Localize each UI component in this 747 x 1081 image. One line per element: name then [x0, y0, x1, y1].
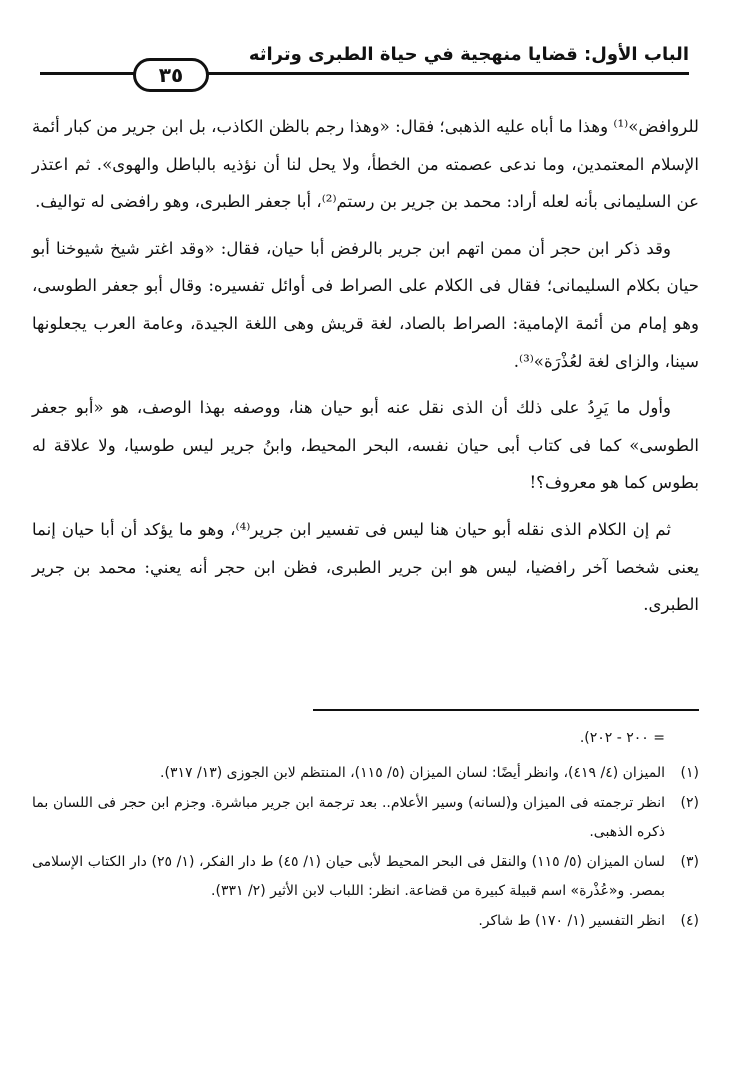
page-number-badge: ٣٥ [133, 58, 209, 92]
footnote-marker: (١) [680, 764, 699, 781]
footnote-item [32, 789, 699, 846]
footnote-text: انظر التفسير (١/ ١٧٠) ط شاكر. [478, 913, 665, 929]
footnote-marker: (٤) [680, 913, 699, 929]
footnote-item [32, 848, 699, 905]
footnote-item [32, 759, 699, 788]
paragraph: وأول ما يَرِدُ على ذلك أن الذى نقل عنه أبو حيان هنا، ووصفه بهذا الوصف، هو «أبو جعفر الطوسى» كما فى كتاب أبى حيان نفسه، البحر المحيط، وابنُ جرير ليس طوسيا، ولا علاقة له بطوس كما هو معروف؟! [32, 398, 699, 493]
footnote-text: لسان الميزان (٥/ ١١٥) والنقل فى البحر المحيط لأبى حيان (١/ ٤٥) ط دار الفكر، (١/ ٢٥) دار الكتاب الإسلامى بمصر. و«عُذْرة» اسم قبيلة كبيرة من قضاعة. انظر: اللباب لابن الأثير (٢/ ٣٣١). [32, 854, 665, 899]
main-text [32, 108, 699, 633]
footnote-marker: (٢) [680, 795, 699, 811]
footnote-text: انظر ترجمته فى الميزان و(لسانه) وسير الأعلام.. بعد ترجمة ابن جرير مباشرة. وجزم ابن حجر فى اللسان بما ذكره الذهبى. [32, 795, 665, 840]
footnote-item [32, 907, 699, 936]
paragraph: للروافض»⁽¹⁾ وهذا ما أباه عليه الذهبى؛ فقال: «وهذا رجم بالظن الكاذب، بل ابن جرير من كبار أئمة الإسلام المعتمدين، وما ندعى عصمته من الخطأ، ولا يحل لنا أن نؤذيه بالباطل والهوى». ثم اعتذر عن السليمانى بأنه لعله أراد: محمد بن جرير بن رستم⁽²⁾، أبا جعفر الطبرى، وهو رافضى له تواليف. [32, 117, 699, 212]
footnote-continuation: = ٢٠٠ - ٢٠٢). [579, 730, 665, 746]
footnotes-section [32, 724, 699, 938]
footnote-marker: (٣) [680, 854, 699, 870]
running-header-title: الباب الأول: قضايا منهجية في حياة الطبرى وتراثه [248, 44, 689, 65]
footnote-separator [313, 709, 699, 711]
paragraph: ثم إن الكلام الذى نقله أبو حيان هنا ليس فى تفسير ابن جرير⁽⁴⁾، وهو ما يؤكد أن أبا حيان إنما يعنى شخصا آخر رافضيا، ليس هو ابن جرير الطبرى، فظن ابن حجر أنه يعني: محمد بن جرير الطبرى. [32, 519, 699, 615]
paragraph: وقد ذكر ابن حجر أن ممن اتهم ابن جرير بالرفض أبا حيان، فقال: «وقد اغتر شيخ شيوخنا أبو حيان بكلام السليمانى؛ فقال فى الكلام على الصراط فى أوائل تفسيره: وقال أبو جعفر الطوسى، وهو إمام من أئمة الإمامية: الصراط بالصاد، لغة قريش وهى اللغة الجيدة، وعامة العرب يجعلونها سينا، والزاى لغة لعُذْرَة»⁽³⁾. [32, 238, 699, 371]
footnote-text: الميزان (٤/ ٤١٩)، وانظر أيضًا: لسان الميزان (٥/ ١١٥)، المنتظم لابن الجوزى (١٣/ ٣١٧). [160, 764, 665, 781]
